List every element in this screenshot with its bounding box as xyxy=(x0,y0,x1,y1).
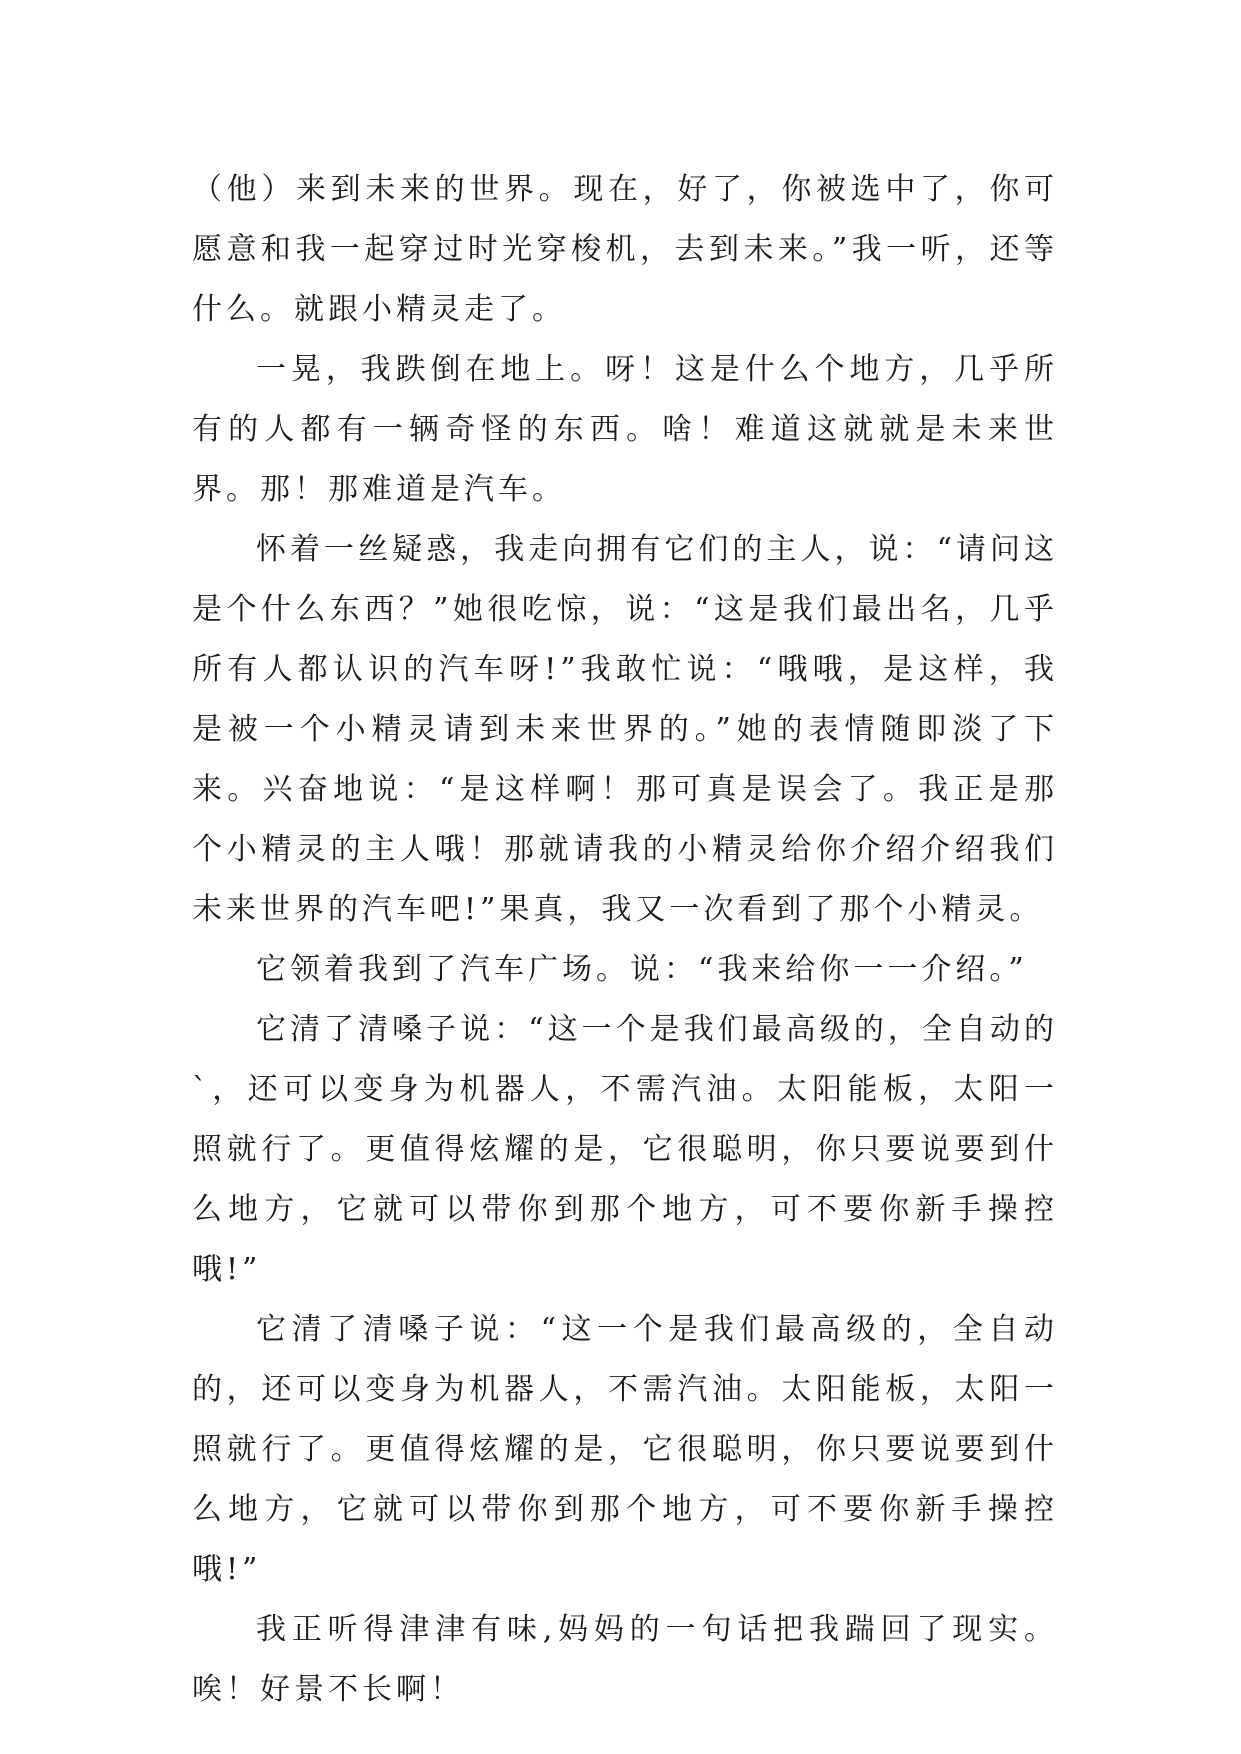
paragraph-4: 它领着我到了汽车广场。说：“我来给你一一介绍。” xyxy=(256,952,1028,987)
paragraph-7: 我正听得津津有味,妈妈的一句话把我踹回了现实。唉！好景不长啊！ xyxy=(192,1612,1058,1707)
paragraph-1: （他）来到未来的世界。现在，好了，你被选中了，你可愿意和我一起穿过时光穿梭机，去到未来。”我一听，还等什么。就跟小精灵走了。 xyxy=(192,172,1058,327)
document-body xyxy=(192,160,1058,1720)
paragraph-6: 它清了清嗓子说：“这一个是我们最高级的，全自动的，还可以变身为机器人，不需汽油。太阳能板，太阳一照就行了。更值得炫耀的是，它很聪明，你只要说要到什么地方，它就可以带你到那个地方，可不要你新手操控哦!” xyxy=(192,1312,1058,1587)
paragraph-3: 怀着一丝疑惑，我走向拥有它们的主人，说：“请问这是个什么东西？”她很吃惊，说：“这是我们最出名，几乎所有人都认识的汽车呀!”我敢忙说：“哦哦，是这样，我是被一个小精灵请到未来世界的。”她的表情随即淡了下来。兴奋地说：“是这样啊！那可真是误会了。我正是那个小精灵的主人哦！那就请我的小精灵给你介绍介绍我们未来世界的汽车吧!”果真，我又一次看到了那个小精灵。 xyxy=(192,532,1058,927)
paragraph-5: 它清了清嗓子说：“这一个是我们最高级的，全自动的`，还可以变身为机器人，不需汽油。太阳能板，太阳一照就行了。更值得炫耀的是，它很聪明，你只要说要到什么地方，它就可以带你到那个地方，可不要你新手操控哦!” xyxy=(192,1012,1058,1287)
paragraph-2: 一晃，我跌倒在地上。呀！这是什么个地方，几乎所有的人都有一辆奇怪的东西。啥！难道这就就是未来世界。那！那难道是汽车。 xyxy=(192,352,1058,507)
